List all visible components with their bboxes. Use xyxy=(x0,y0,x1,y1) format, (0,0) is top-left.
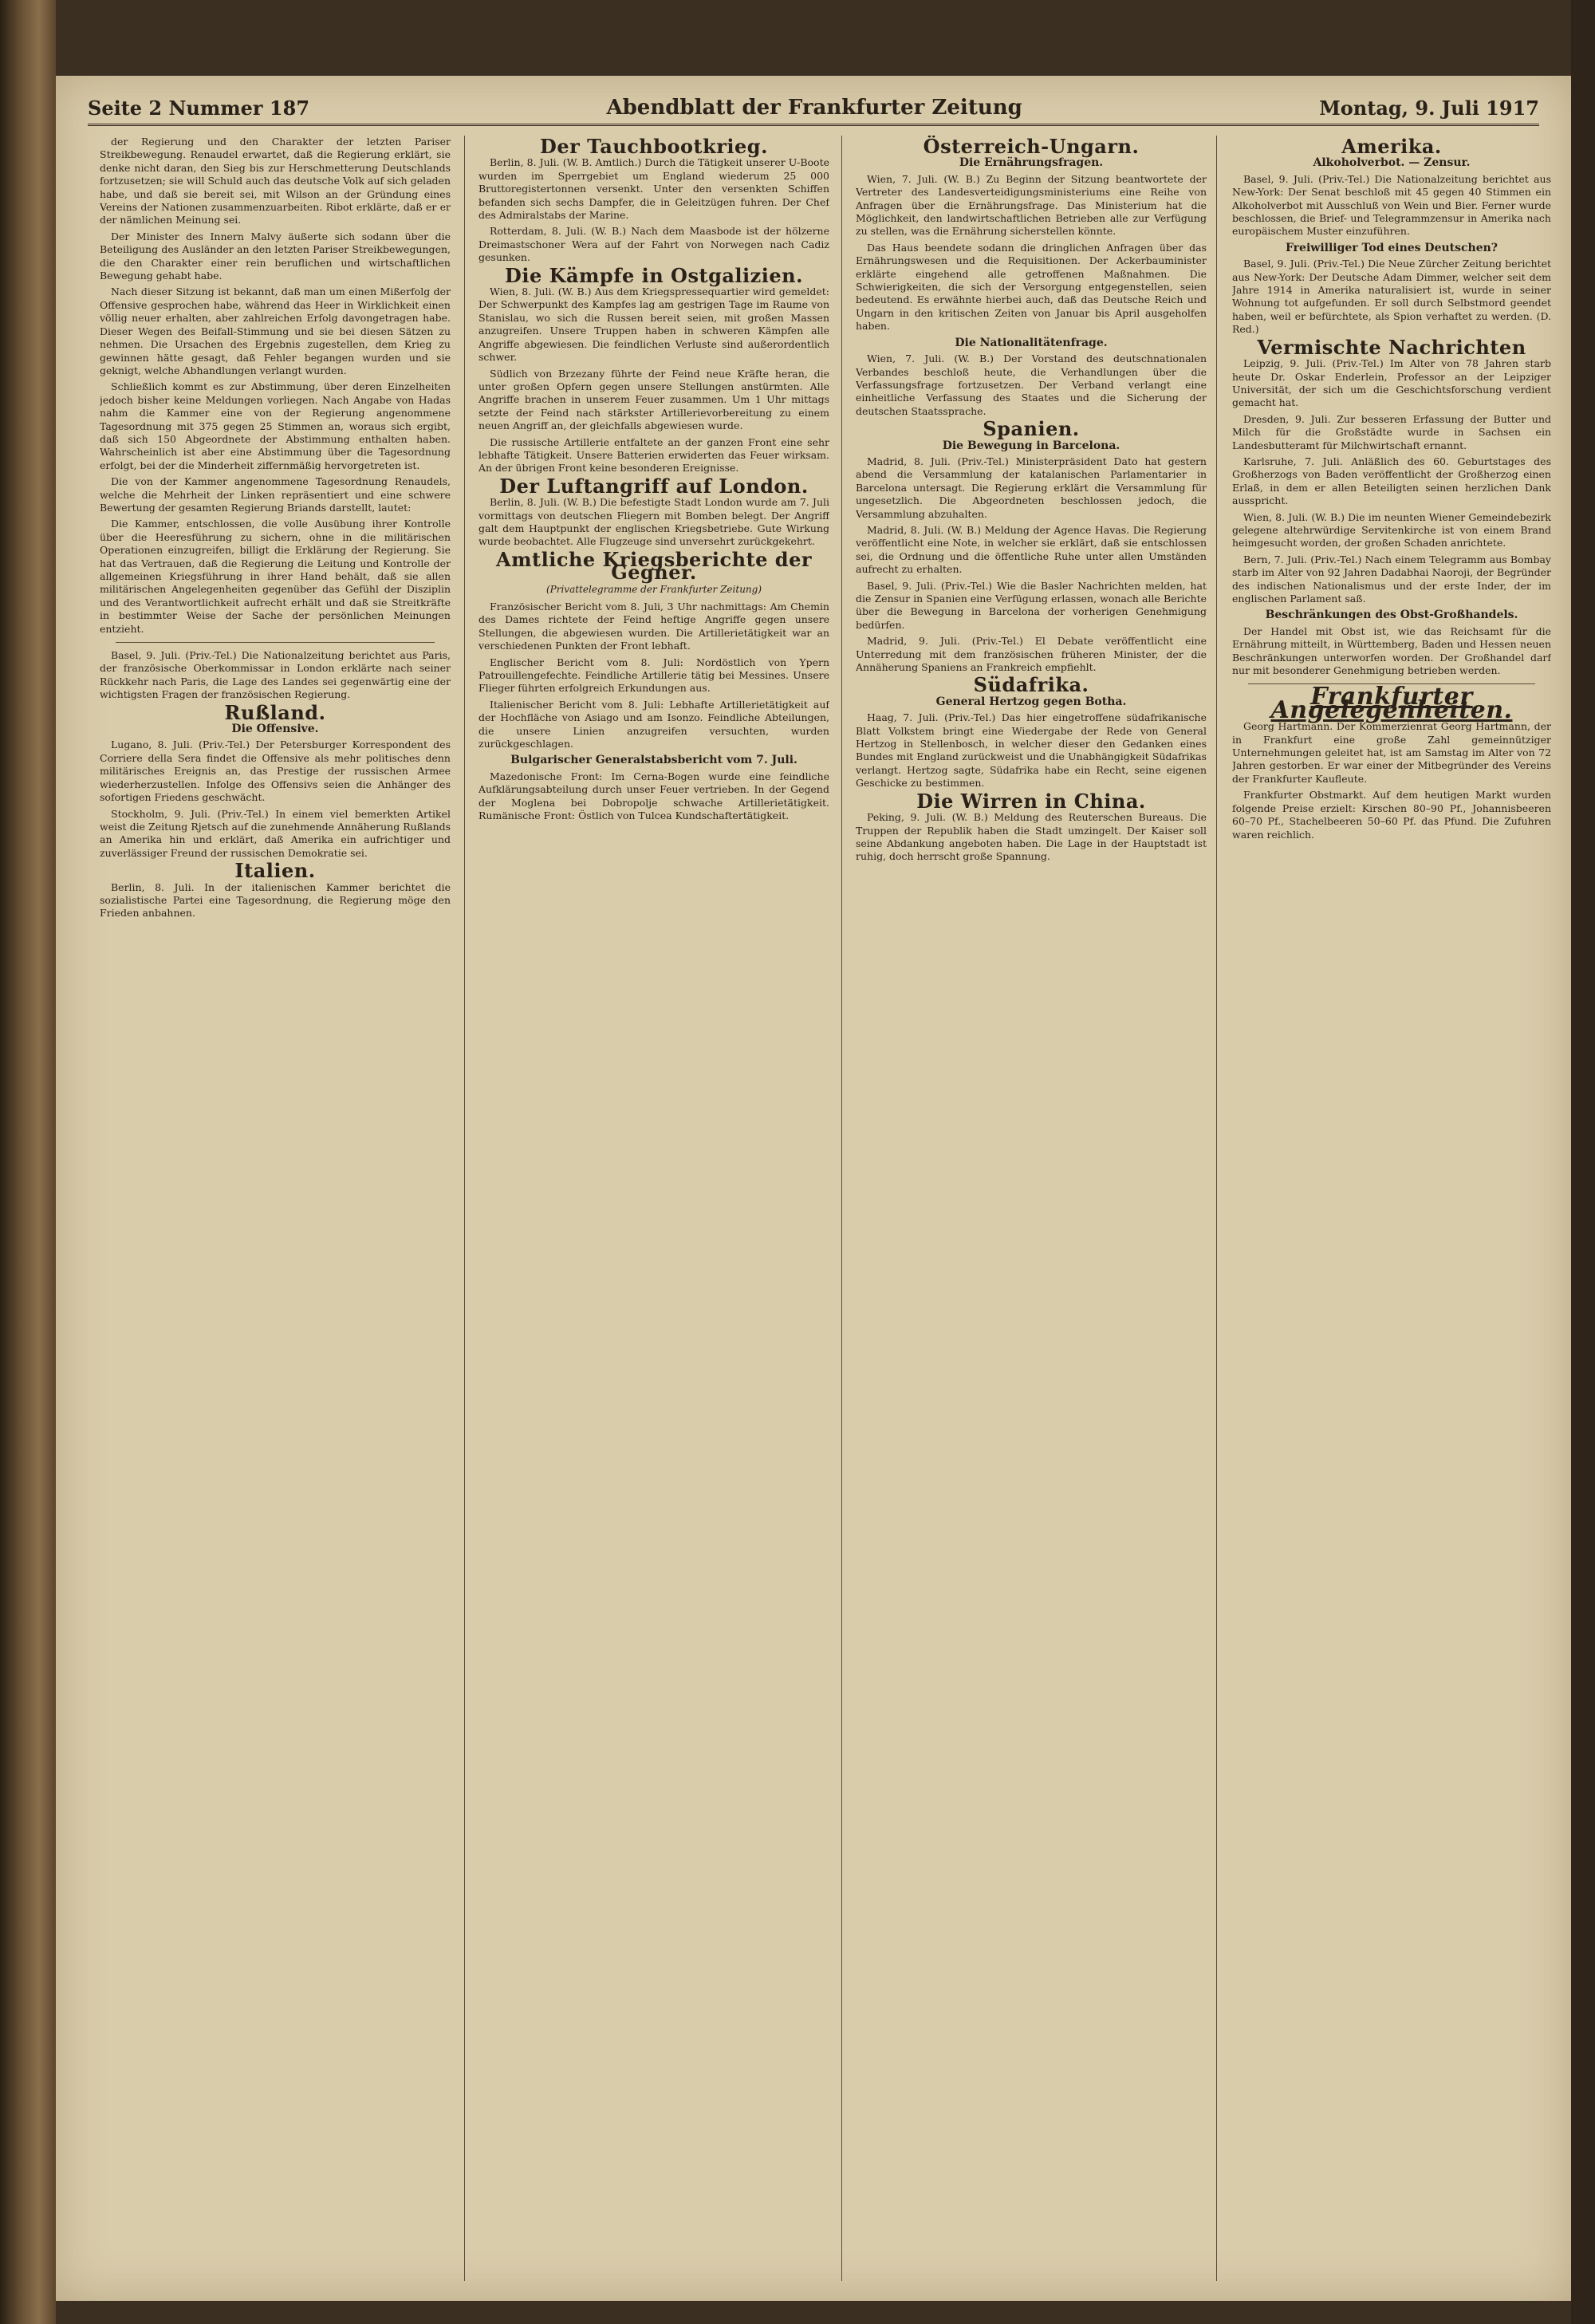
article-paragraph: Schließlich kommt es zur Abstimmung, über deren Einzelheiten jedoch bisher keine Meldungen vorliegen. Nach Angabe von Hadas nahm die Kammer eine von der Regierung angenommene Tagesordnung mit 375 gegen 25 Stimmen an, woraus sich ergibt, daß sich 150 Abgeordnete der Abstimmung enthalten haben. Wahrscheinlich ist aber eine Abstimmung über die Tagesordnung erfolgt, bei der die Minderheit ziffernmäßig hervorgetreten ist. xyxy=(100,380,451,471)
column-rule xyxy=(841,136,842,2281)
article-paragraph: Der Handel mit Obst ist, wie das Reichsamt für die Ernährung mitteilt, in Württemberg, Baden und Hessen neuen Beschränkungen unterworfen worden. Der Großhandel darf nur mit besonderer Genehmigung betrieben werden. xyxy=(1232,624,1551,677)
article-paragraph: Wien, 8. Juli. (W. B.) Die im neunten Wiener Gemeindebezirk gelegene altehrwürdige Servitenkirche ist von einem Brand heimgesucht worden, der großen Schaden anrichtete. xyxy=(1232,510,1551,549)
newspaper-title: Abendblatt der Frankfurter Zeitung xyxy=(606,96,1022,120)
column-rule xyxy=(464,136,465,2281)
newspaper-page xyxy=(56,76,1571,2301)
article-paragraph: Bern, 7. Juli. (Priv.-Tel.) Nach einem Telegramm aus Bombay starb im Alter von 92 Jahren Dadabhai Naoroji, der Begründer des indischen Nationalismus und der erste Inder, der im englischen Parlament saß. xyxy=(1232,553,1551,605)
section-heading-suedafrika: Südafrika. xyxy=(973,673,1089,697)
article-paragraph: Peking, 9. Juli. (W. B.) Meldung des Reuterschen Bureaus. Die Truppen der Republik haben die Stadt umzingelt. Der Kaiser soll seine Abdankung angeboten haben. Die Lage in der Hauptstadt ist ruhig, doch herrscht große Spannung. xyxy=(856,811,1207,863)
article-paragraph: Lugano, 8. Juli. (Priv.-Tel.) Der Petersburger Korrespondent des Corriere della Sera findet die Offensive als mehr politisches denn militärisches Ereignis an, das Prestige der russischen Armee wiederherzustellen. Infolge des Offensivs seien die Anhänger des sofortigen Friedens geschwächt. xyxy=(100,739,451,804)
article-paragraph: Madrid, 8. Juli. (Priv.-Tel.) Ministerpräsident Dato hat gestern abend die Versammlung der katalanischen Parlamentarier in Barcelona untersagt. Die Regierung erklärt die Versammlung für ungesetzlich. Die Abgeordneten beschlossen jedoch, die Versammlung abzuhalten. xyxy=(856,455,1207,520)
article-paragraph: Berlin, 8. Juli. (W. B.) Die befestigte Stadt London wurde am 7. Juli vormittags von deutschen Fliegern mit Bomben belegt. Der Angriff galt dem Hauptpunkt der englischen Kriegsbetriebe. Gute Wirkung wurde beobachtet. Alle Flugzeuge sind unversehrt zurückgekehrt. xyxy=(478,496,829,548)
article-paragraph: Berlin, 8. Juli. In der italienischen Kammer berichtet die sozialistische Partei eine Tagesordnung, die Regierung möge den Frieden anbahnen. xyxy=(100,880,451,920)
article-paragraph: Madrid, 8. Juli. (W. B.) Meldung der Agence Havas. Die Regierung veröffentlicht eine Note, in welcher sie erklärt, daß sie entschlossen sei, die Ordnung und die öffentliche Ruhe unter allen Umständen aufrecht zu erhalten. xyxy=(856,523,1207,576)
article-paragraph: Madrid, 9. Juli. (Priv.-Tel.) El Debate veröffentlicht eine Unterredung mit dem französischen früheren Minister, der die Annäherung Spaniens an Frankreich empfiehlt. xyxy=(856,635,1207,674)
article-paragraph: Wien, 7. Juli. (W. B.) Zu Beginn der Sitzung beantwortete der Vertreter des Landesverteidigungsministeriums eine Reihe von Anfragen über die Ernährungsfrage. Das Ministerium hat die Möglichkeit, den landwirtschaftlichen Betrieben alle zur Verfügung zu stellen, was die Ernährung sicherstellen könnte. xyxy=(856,172,1207,238)
section-heading-china: Die Wirren in China. xyxy=(916,789,1146,813)
article-paragraph: Berlin, 8. Juli. (W. B. Amtlich.) Durch die Tätigkeit unserer U-Boote wurden im Sperrgebiet um England wiederum 25 000 Bruttoregistertonnen versenkt. Unter den versenkten Schiffen befanden sich sechs Dampfer, die in Geleitzügen fuhren. Der Chef des Admiralstabs der Marine. xyxy=(478,156,829,222)
subheading-alkoholverbot: Alkoholverbot. — Zensur. xyxy=(1313,156,1471,170)
column-rule xyxy=(1216,136,1217,2281)
issue-date: Montag, 9. Juli 1917 xyxy=(1319,96,1539,120)
article-paragraph: Basel, 9. Juli. (Priv.-Tel.) Die Nationalzeitung berichtet aus New-York: Der Senat beschloß mit 45 gegen 40 Stimmen ein Alkoholverbot mit Ausschluß von Wein und Bier. Ferner wurde beschlossen, die Brief- und Telegrammzensur in Amerika nach europäischem Muster einzuführen. xyxy=(1232,172,1551,238)
column-1 xyxy=(100,136,451,2281)
subheading-nationalitaeten: Die Nationalitätenfrage. xyxy=(955,336,1108,349)
subheading-freiwilliger-tod: Freiwilliger Tod eines Deutschen? xyxy=(1285,241,1498,254)
article-paragraph: Nach dieser Sitzung ist bekannt, daß man um einen Mißerfolg der Offensive gesprochen habe, während das Heer in Wirklichkeit einen völlig neuer erhalten, aber zahlreichen Erfolg davongetragen habe. Dieser Wegen des Beifall-Stimmung und sie bei diesen Sätzen zu nehmen. Die Ursachen des Ergebnis zugestellen, dem Krieg zu gewinnen hätte gesagt, daß Fehler begangen wurden und sie geknigt, welche Abhandlungen verlangt wurden. xyxy=(100,286,451,376)
column-3 xyxy=(856,136,1207,2281)
article-paragraph: Rotterdam, 8. Juli. (W. B.) Nach dem Maasbode ist der hölzerne Dreimastschoner Wera auf der Fahrt von Norwegen nach Cadiz gesunken. xyxy=(478,225,829,264)
article-paragraph: Haag, 7. Juli. (Priv.-Tel.) Das hier eingetroffene südafrikanische Blatt Volkstem bringt eine Wiedergabe der Rede von General Hertzog in Stellenbosch, in welcher dieser den Gedanken eines Bundes mit England zurückweist und die Unabhängigkeit Südafrikas verlangt. Hertzog sagte, Südafrika habe ein Recht, seine eigenen Geschicke zu bestimmen. xyxy=(856,711,1207,790)
column-2 xyxy=(478,136,829,2281)
section-heading-frankfurt: Frankfurter Angelegenheiten. xyxy=(1270,683,1513,724)
article-paragraph: Französischer Bericht vom 8. Juli, 3 Uhr nachmittags: Am Chemin des Dames richtete der Feind heftige Angriffe gegen unsere Stellungen, die abgewiesen wurden. Die Artillerietätigkeit war an verschiedenen Punkten der Front lebhaft. xyxy=(478,601,829,652)
column-4 xyxy=(1232,136,1551,2281)
book-binding xyxy=(0,0,56,2324)
article-paragraph: Basel, 9. Juli. (Priv.-Tel.) Die Neue Zürcher Zeitung berichtet aus New-York: Der Deutsche Adam Dimmer, welcher seit dem Jahre 1914 in Amerika naturalisiert ist, wurde in seiner Wohnung tot aufgefunden. Er soll durch Selbstmord geendet haben, weil er befürchtete, als Spion verhaftet zu werden. (D. Red.) xyxy=(1232,258,1551,336)
subheading-botha: General Hertzog gegen Botha. xyxy=(935,695,1127,708)
article-paragraph: Wien, 7. Juli. (W. B.) Der Vorstand des deutschnationalen Verbandes beschloß heute, die Verhandlungen über die Verfassungsfrage fortzusetzen. Der Verband verlangt eine einheitliche Verfassung des Staates und die Sicherung der deutschen Staatssprache. xyxy=(856,353,1207,417)
article-paragraph: Leipzig, 9. Juli. (Priv.-Tel.) Im Alter von 78 Jahren starb heute Dr. Oskar Enderlein, Professor an der Leipziger Universität, der sich um die Geschichtsforschung verdient gemacht hat. xyxy=(1232,357,1551,409)
article-paragraph: Frankfurter Obstmarkt. Auf dem heutigen Markt wurden folgende Preise erzielt: Kirschen 80–90 Pf., Johannisbeeren 60–70 Pf., Stachelbeeren 50–60 Pf. das Pfund. Die Zufuhren waren reichlich. xyxy=(1232,789,1551,841)
section-heading-ostgalizien: Die Kämpfe in Ostgalizien. xyxy=(505,263,803,287)
section-heading-bulgarisch: Bulgarischer Generalstabsbericht vom 7. Juli. xyxy=(510,754,798,767)
article-paragraph: Basel, 9. Juli. (Priv.-Tel.) Wie die Basler Nachrichten melden, hat die Zensur in Spanien eine Verfügung erlassen, wonach alle Berichte über die Bewegung in Barcelona der vorherigen Genehmigung bedürfen. xyxy=(856,579,1207,631)
subheading-ernaehrung: Die Ernährungsfragen. xyxy=(959,156,1104,170)
section-heading-tauchboot: Der Tauchbootkrieg. xyxy=(540,136,768,158)
article-paragraph: Südlich von Brzezany führte der Feind neue Kräfte heran, die unter großen Opfern gegen unsere Stellungen anstürmten. Alle Angriffe brachen in unserem Feuer zusammen. Um 1 Uhr mittags setzte der Feind nach stärkster Artillerievorbereitung zu einem neuen Angriff an, der gleichfalls abgewiesen wurde. xyxy=(478,367,829,432)
article-paragraph: Die russische Artillerie entfaltete an der ganzen Front eine sehr lebhafte Tätigkeit. Unsere Batterien erwiderten das Feuer wirksam. An der übrigen Front keine besonderen Ereignisse. xyxy=(478,435,829,475)
section-heading-vermischte: Vermischte Nachrichten xyxy=(1257,335,1526,359)
article-paragraph: Das Haus beendete sodann die dringlichen Anfragen über das Ernährungswesen und die Requisitionen. Der Ackerbauminister erklärte eingehend alle getroffenen Maßnahmen. Die Schwierigkeiten, die sich der Versorgung entgegenstellen, seien bedeutend. Es erwähnte hierbei auch, daß das Deutsche Reich und Ungarn in den kritischen Zeiten von Januar bis April ausgeholfen haben. xyxy=(856,241,1207,333)
section-heading-russland: Rußland. xyxy=(224,700,326,724)
article-paragraph: Stockholm, 9. Juli. (Priv.-Tel.) In einem viel bemerkten Artikel weist die Zeitung Rjetsch auf die zunehmende Annäherung Rußlands an Amerika hin und erklärt, daß Amerika ein aufrichtiger und zuverlässiger Freund der russischen Demokratie sei. xyxy=(100,807,451,859)
article-paragraph: Die von der Kammer angenommene Tagesordnung Renaudels, welche die Mehrheit der Linken repräsentiert und eine schwere Bewertung der gesamten Regierung Briands darstellt, lautet: xyxy=(100,475,451,514)
divider xyxy=(116,642,435,643)
article-paragraph: Basel, 9. Juli. (Priv.-Tel.) Die Nationalzeitung berichtet aus Paris, der französische Oberkommissar in London erklärte nach seiner Rückkehr nach Paris, die Lage des Landes sei gegenwärtig eine der wichtigsten Fragen der französischen Regierung. xyxy=(100,649,451,701)
article-paragraph: Karlsruhe, 7. Juli. Anläßlich des 60. Geburtstages des Großherzogs von Baden veröffentlicht der Großherzog einen Erlaß, in dem er allen Beteiligten seinen herzlichen Dank ausspricht. xyxy=(1232,455,1551,507)
scan-top-edge xyxy=(56,0,1595,76)
article-paragraph: Die Kammer, entschlossen, die volle Ausübung ihrer Kontrolle über die Heeresführung zu sichern, ohne in die militärischen Operationen einzugreifen, billigt die Erklärung der Regierung. Sie hat das Vertrauen, daß die Regierung die Leitung und Kontrolle der allgemeinen Kriegsführung in ihrer Hand behält, daß sie allen militärischen Angelegenheiten gegenüber das Gefühl der Disziplin und des Verantwortlichkeit aufrecht erhält und daß sie Streitkräfte in bestimmter Weise der Sache der persönlichen Meinungen entzieht. xyxy=(100,518,451,635)
article-paragraph: Mazedonische Front: Im Cerna-Bogen wurde eine feindliche Aufklärungsabteilung durch unser Feuer vertrieben. In der Gegend der Moglena bei Dobropolje schwache Artillerietätigkeit. Rumänische Front: Östlich von Tulcea Kundschaftertätigkeit. xyxy=(478,770,829,822)
article-paragraph: Italienischer Bericht vom 8. Juli: Lebhafte Artillerietätigkeit auf der Hochfläche von Asiago und am Isonzo. Feindliche Abteilungen, die unsere Linien anzugreifen versuchten, wurden zurückgeschlagen. xyxy=(478,698,829,750)
article-paragraph: Wien, 8. Juli. (W. B.) Aus dem Kriegspressequartier wird gemeldet: Der Schwerpunkt des Kampfes lag am gestrigen Tage im Raume von Stanislau, wo sich die Russen bereit seien, mit großen Massen anzugreifen. Unsere Truppen haben in schweren Kämpfen alle Angriffe abgewiesen. Die feindlichen Verluste sind außerordentlich schwer. xyxy=(478,286,829,364)
section-heading-italien: Italien. xyxy=(234,859,316,883)
article-paragraph: Der Minister des Innern Malvy äußerte sich sodann über die Beteiligung des Ausländer an den letzten Pariser Streikbewegungen, die den Charakter einer rein beruflichen und wirtschaftlichen Bewegung gehabt habe. xyxy=(100,230,451,282)
section-heading-luftangriff: Der Luftangriff auf London. xyxy=(499,474,809,498)
subheading-offensive: Die Offensive. xyxy=(231,723,319,736)
section-heading-amerika: Amerika. xyxy=(1341,136,1442,158)
section-heading-amtliche: Amtliche Kriegsberichte der Gegner. xyxy=(496,547,812,585)
section-heading-spanien: Spanien. xyxy=(983,417,1080,441)
page-header xyxy=(88,92,1539,126)
scan-right-edge xyxy=(1571,0,1595,2324)
subheading-privattelegramme: (Privattelegramme der Frankfurter Zeitung) xyxy=(545,583,762,595)
article-paragraph: Dresden, 9. Juli. Zur besseren Erfassung der Butter und Milch für die Großstädte wurde in Sachsen ein Landesbutteramt für Milchwirtschaft ernannt. xyxy=(1232,412,1551,451)
article-paragraph: der Regierung und den Charakter der letzten Pariser Streikbewegung. Renaudel erwartet, daß die Regierung erklärt, sie denke nicht daran, den Sieg bis zur Herschmetterung Deutschlands fortzusetzen; sie will Schuld auch das deutsche Volk auf sich geladen habe, und daß sie bereit sei, mit Wilson an der Gründung eines Vereins der Nationen zusammenzuarbeiten. Ribot erklärte, daß er er der nämlichen Meinung sei. xyxy=(100,136,451,226)
section-heading-oesterreich: Österreich-Ungarn. xyxy=(923,136,1140,158)
article-paragraph: Englischer Bericht vom 8. Juli: Nordöstlich von Ypern Patrouillengefechte. Feindliche Artillerie tätig bei Messines. Unsere Flieger führten erfolgreich Erkundungen aus. xyxy=(478,656,829,695)
page-number: Seite 2 Nummer 187 xyxy=(88,96,310,120)
subheading-barcelona: Die Bewegung in Barcelona. xyxy=(942,439,1120,452)
article-paragraph: Georg Hartmann. Der Kommerzienrat Georg Hartmann, der in Frankfurt eine große Zahl gemeinnütziger Unternehmungen geleitet hat, ist am Samstag im Alter von 72 Jahren gestorben. Er war einer der Mitbegründer des Vereins der Frankfurter Kaufleute. xyxy=(1232,720,1551,785)
subheading-obst: Beschränkungen des Obst-Großhandels. xyxy=(1265,609,1518,622)
